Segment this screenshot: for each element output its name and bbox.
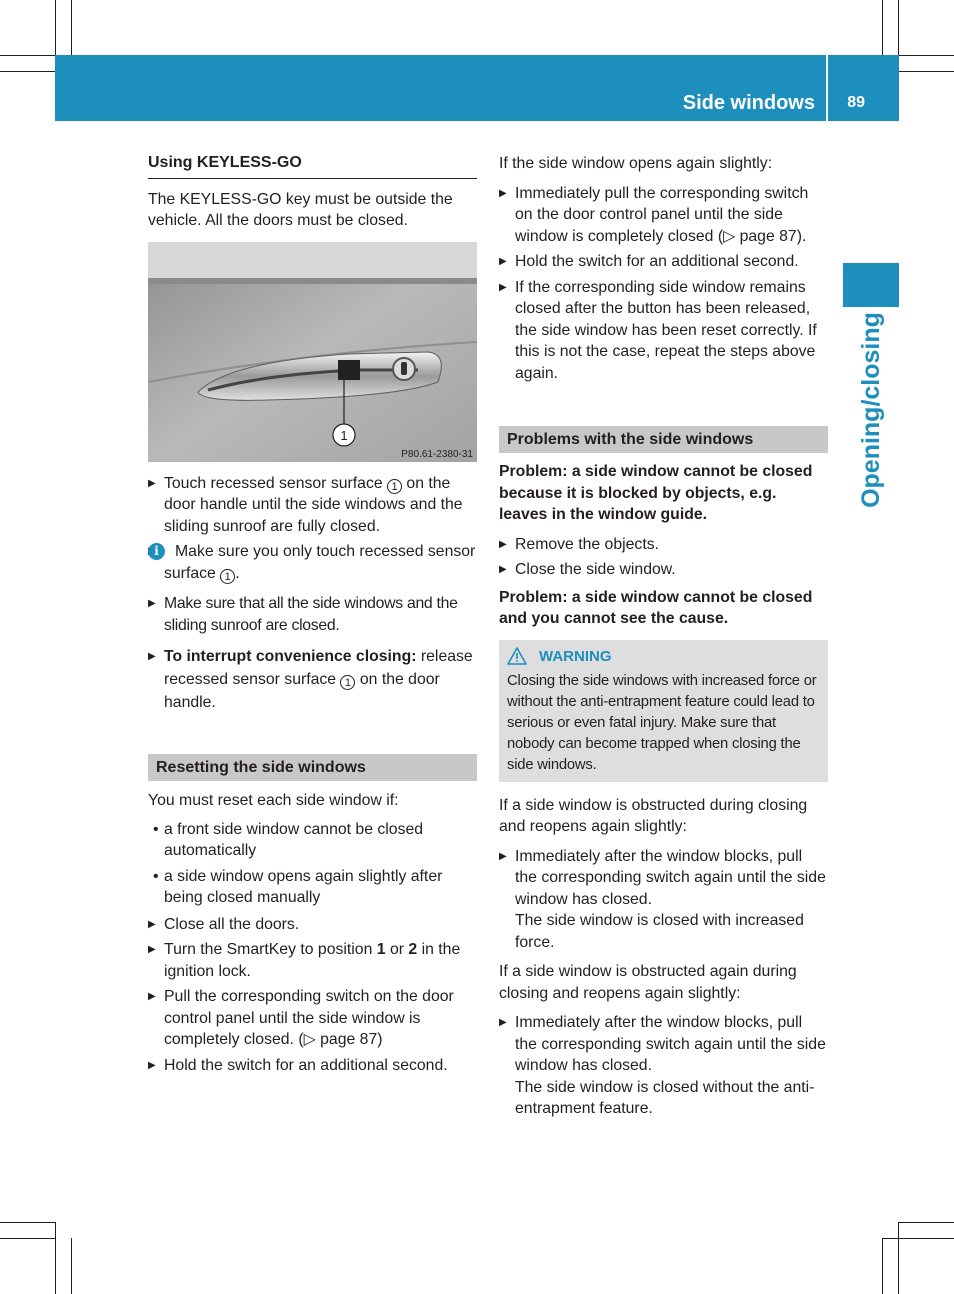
crop-mark (0, 71, 56, 72)
door-handle-photo (148, 242, 477, 462)
reset-intro: You must reset each side window if: (148, 792, 399, 809)
chapter-tab (843, 263, 899, 307)
page-title: Side windows (682, 92, 815, 114)
crop-mark (898, 0, 899, 56)
intro-text: The KEYLESS-GO key must be outside the vehicle. All the doors must be closed. (148, 190, 453, 229)
photo-callout: 1 (340, 427, 348, 443)
crop-mark (55, 0, 56, 56)
callout-1: 1 (220, 569, 235, 584)
obstruction-step: ▶ Immediately after the window blocks, pull the corresponding switch again until the side window has closed. The side window is closed without the anti-entrapment feature. (499, 1012, 828, 1120)
page-header (55, 55, 899, 121)
crop-mark (898, 55, 954, 56)
page-number: 89 (847, 94, 865, 111)
step-check-closed: ▶ Make sure that all the side windows and the sliding sunroof are closed. (148, 593, 477, 636)
reset-condition: • a side window opens again slightly after being closed manually (148, 866, 477, 909)
crop-mark (0, 55, 56, 56)
callout-1: 1 (340, 675, 355, 690)
crop-mark (71, 1238, 72, 1294)
problem-heading: Problem: a side window cannot be closed and you cannot see the cause. (499, 588, 813, 627)
reset-step: ▶ Turn the SmartKey to position 1 or 2 in the ignition lock. (148, 939, 477, 982)
reopen-step: ▶ If the corresponding side window remains closed after the button has been released, the side window has been reset correctly. If this is not the case, repeat the steps above again. (499, 277, 828, 385)
step-interrupt: ▶ To interrupt convenience closing: release recessed sensor surface 1 on the door handle. (148, 645, 477, 714)
section-heading-problems: Problems with the side windows (499, 426, 828, 453)
crop-mark (882, 1238, 883, 1294)
obstruction-step: ▶ Immediately after the window blocks, pull the corresponding switch again until the side window has closed. The side window is closed with increased force. (499, 846, 828, 954)
obstruction-paragraph: If a side window is obstructed again during closing and reopens again slightly: (499, 963, 797, 1002)
warning-text: Closing the side windows with increased force or without the anti-entrapment feature could lead to serious or even fatal injury. Make sure that nobody can become trapped when closing the side windows. (507, 672, 817, 773)
obstruction-paragraph: If a side window is obstructed during closing and reopens again slightly: (499, 796, 808, 835)
reset-condition: • a front side window cannot be closed automatically (148, 819, 477, 862)
crop-mark (898, 1222, 899, 1294)
door-handle-illustration (148, 242, 477, 462)
crop-mark (898, 1222, 954, 1223)
problem-heading: Problem: a side window cannot be closed because it is blocked by objects, e.g. leaves in the window guide. (499, 463, 813, 523)
header-divider (826, 55, 828, 121)
reopen-step: ▶ Hold the switch for an additional second. (499, 251, 828, 273)
reopen-step: ▶ Immediately pull the corresponding switch on the door control panel until the side window is completely closed (▷ page 87). (499, 183, 828, 248)
section-title: Using KEYLESS-GO (148, 150, 477, 179)
reset-step: ▶ Close all the doors. (148, 914, 477, 936)
callout-1: 1 (387, 479, 402, 494)
right-column (499, 150, 828, 1120)
step-touch-sensor: ▶ Touch recessed sensor surface 1 on the door handle until the side windows and the sliding sunroof are fully closed. (148, 473, 477, 538)
photo-code: P80.61-2380-31 (401, 448, 473, 460)
crop-mark (0, 1222, 56, 1223)
info-icon: ▶ i (148, 543, 165, 560)
problem-step: ▶ Remove the objects. (499, 534, 828, 556)
problem-step: ▶ Close the side window. (499, 559, 828, 581)
warning-box (499, 640, 828, 782)
warning-title: WARNING (507, 646, 820, 667)
chapter-title: Opening/closing (857, 312, 885, 508)
reset-step: ▶ Hold the switch for an additional second. (148, 1055, 477, 1077)
crop-mark (0, 1238, 56, 1239)
section-heading-reset: Resetting the side windows (148, 754, 477, 781)
crop-mark (55, 1222, 56, 1294)
crop-mark (898, 71, 954, 72)
reset-step: ▶ Pull the corresponding switch on the door control panel until the side window is completely closed. (▷ page 87) (148, 986, 477, 1051)
right-intro: If the side window opens again slightly: (499, 155, 773, 172)
crop-mark (71, 0, 72, 56)
left-column (148, 150, 477, 1076)
crop-mark (882, 1238, 954, 1239)
info-note: ▶ i Make sure you only touch recessed sensor surface 1 . (148, 541, 477, 584)
warning-triangle-icon (507, 647, 527, 665)
crop-mark (882, 0, 883, 56)
